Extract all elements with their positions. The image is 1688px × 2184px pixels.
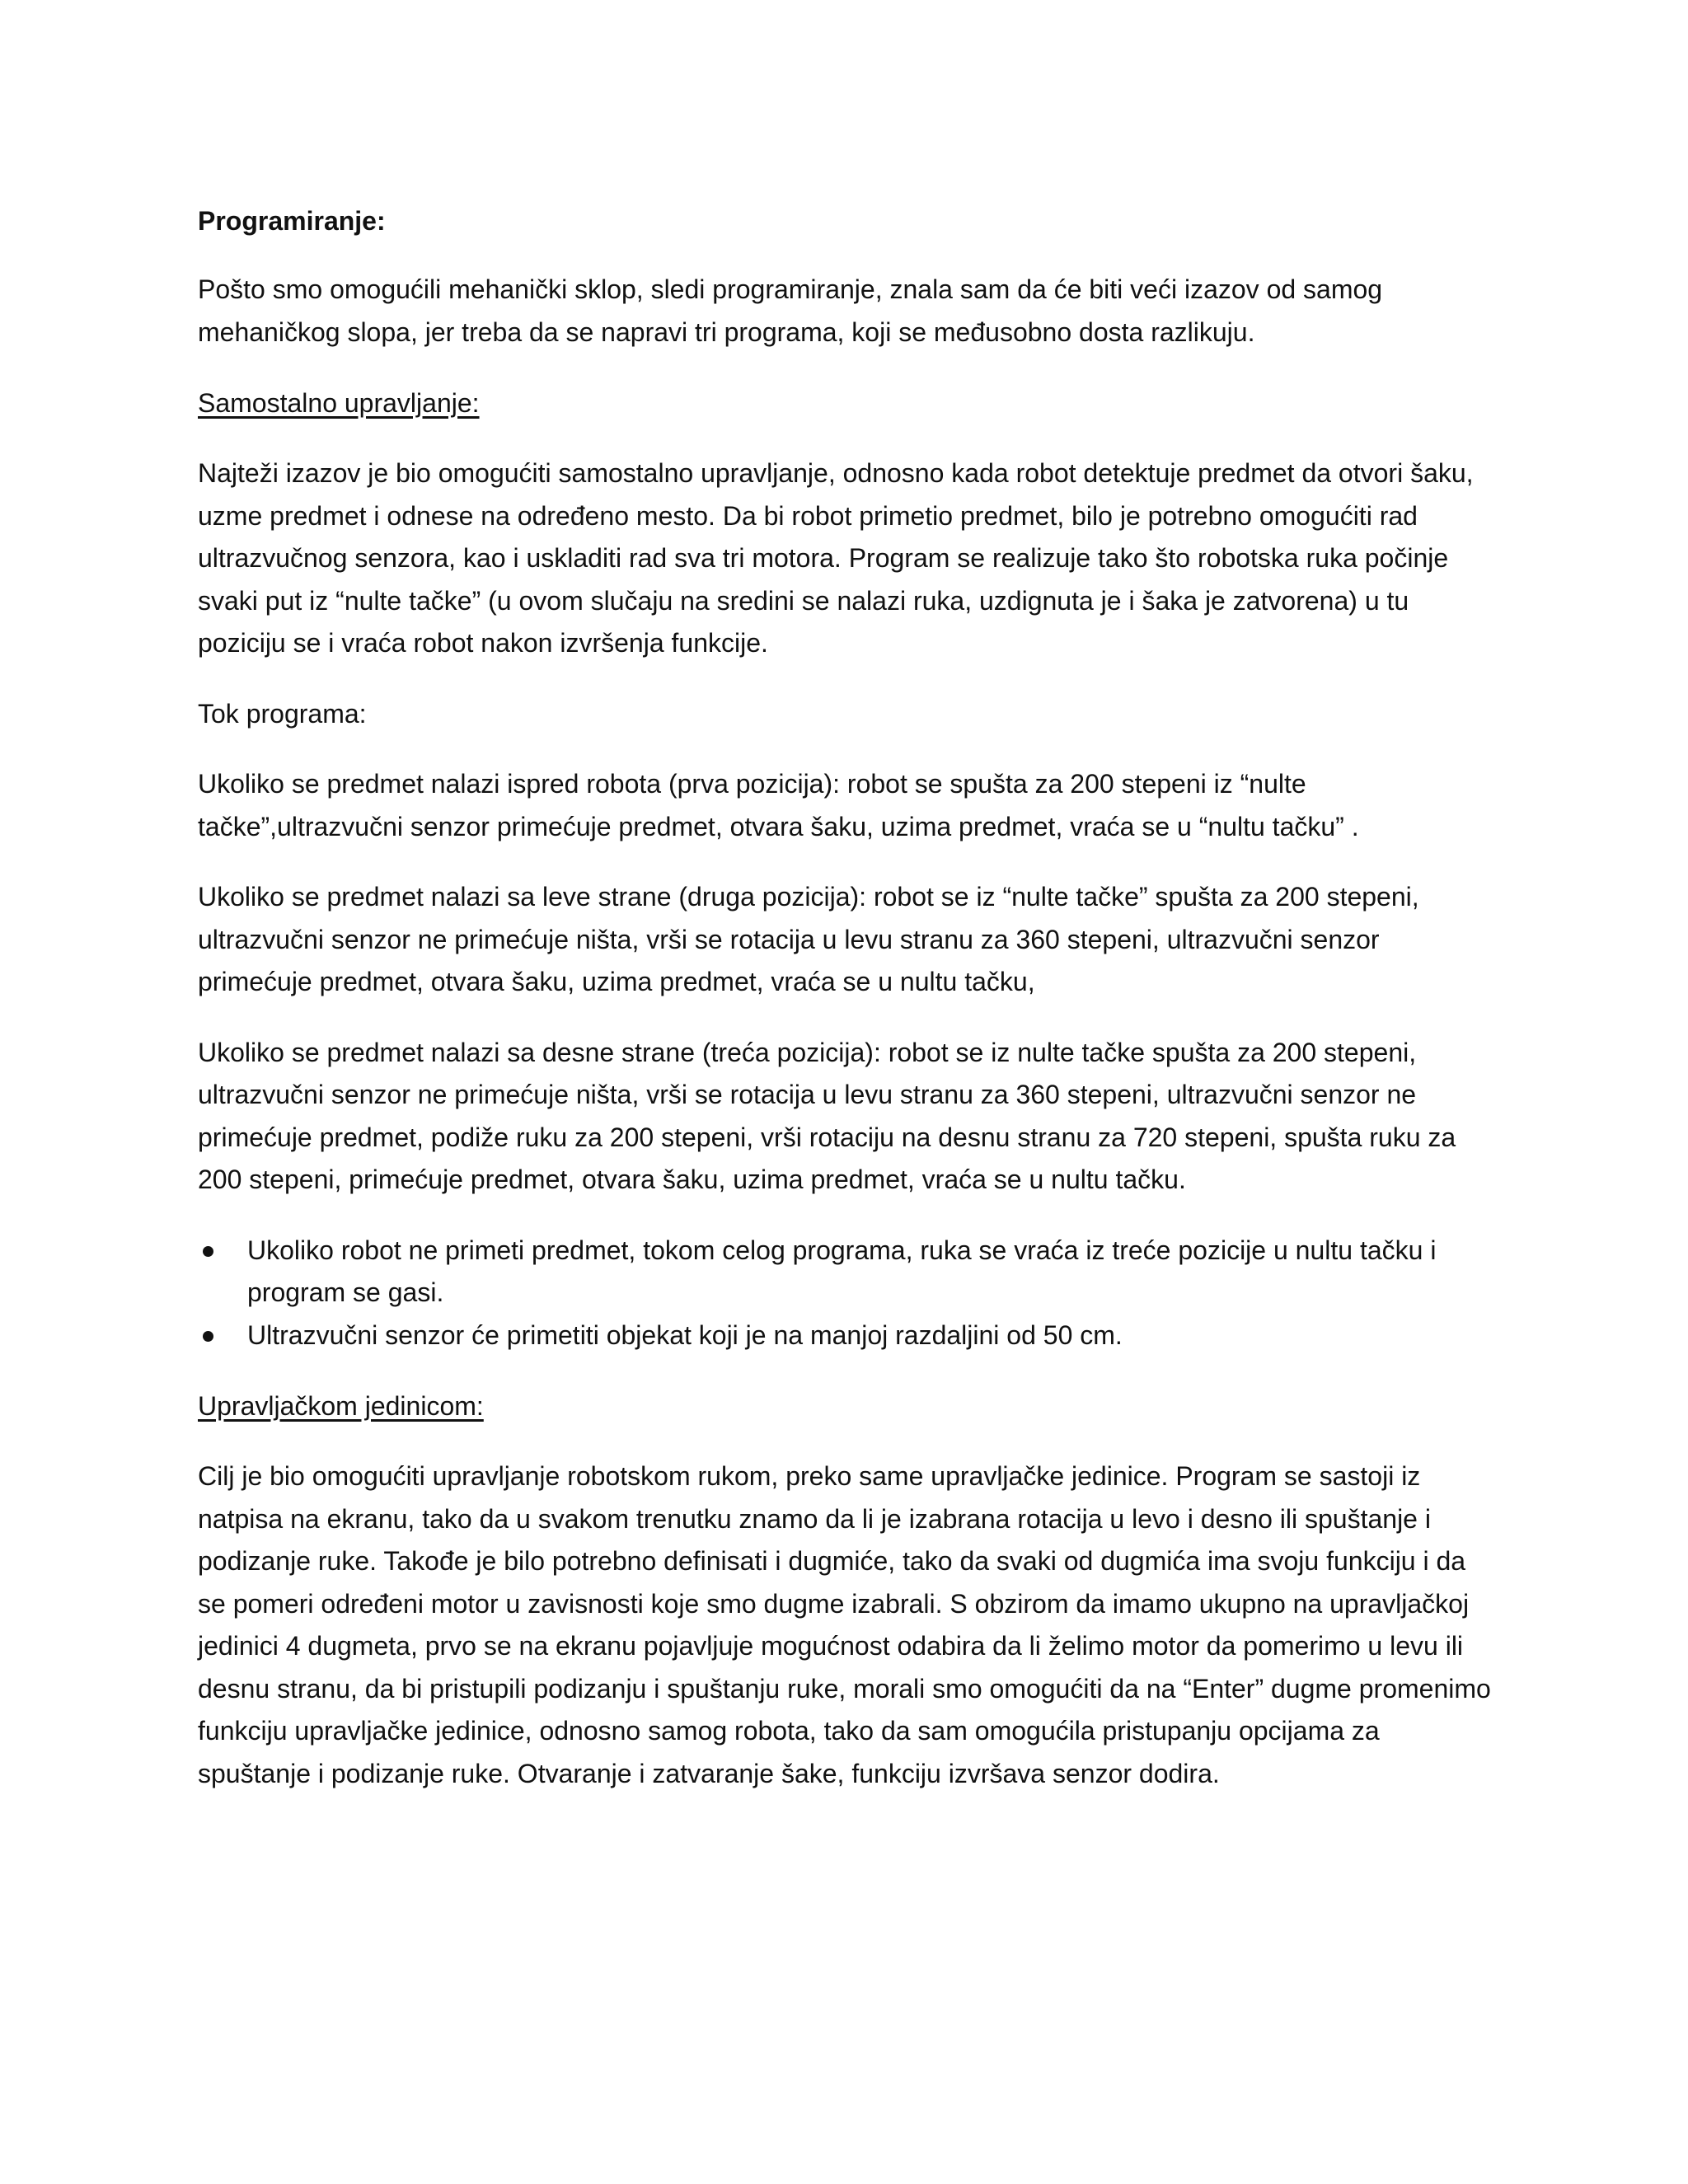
section-heading-control-unit: Upravljačkom jedinicom: [198, 1391, 484, 1421]
case-second-position: Ukoliko se predmet nalazi sa leve strane (druga pozicija): robot se iz “nulte tačke” spušta za 200 stepeni, ultrazvučni senzor ne primećuje ništa, vrši se rotacija u levu stranu za 360 stepeni, ultrazvučni senzor primećuje predmet, otvara šaku, uzima predmet, vraća se u nultu tačku, [198, 882, 1419, 996]
bullet-icon [203, 1246, 213, 1257]
section-heading-autonomous: Samostalno upravljanje: [198, 388, 480, 418]
list-item [198, 1315, 1496, 1357]
list-item [198, 1230, 1496, 1315]
list-item-text: Ukoliko robot ne primeti predmet, tokom celog programa, ruka se vraća iz treće pozicije u nultu tačku i program se gasi. [247, 1235, 1437, 1307]
case-third-position: Ukoliko se predmet nalazi sa desne strane (treća pozicija): robot se iz nulte tačke spušta za 200 stepeni, ultrazvučni senzor ne primećuje ništa, vrši se rotacija u levu stranu za 360 stepeni, ultrazvučni senzor ne primećuje predmet, podiže ruku za 200 stepeni, vrši rotaciju na desnu stranu za 720 stepeni, spušta ruku za 200 stepeni, primećuje predmet, otvara šaku, uzima predmet, vraća se u nultu tačku. [198, 1037, 1456, 1194]
page-title: Programiranje: [198, 206, 386, 236]
control-unit-paragraph: Cilj je bio omogućiti upravljanje robotskom rukom, preko same upravljačke jedinice. Program se sastoji iz natpisa na ekranu, tako da u svakom trenutku znamo da li je izabrana rotacija u levo i desno ili spuštanje i podizanje ruke. Takođe je bilo potrebno definisati i dugmiće, tako da svaki od dugmića ima svoju funkciju i da se pomeri određeni motor u zavisnosti koje smo dugme izabrali. S obzirom da imamo ukupno na upravljačkoj jedinici 4 dugmeta, prvo se na ekranu pojavljuje mogućnost odabira da li želimo motor da pomerimo u levu ili desnu stranu, da bi pristupili podizanju i spuštanju ruke, morali smo omogućiti da na “Enter” dugme promenimo funkciju upravljačke jedinice, odnosno samog robota, tako da sam omogućila pristupanju opcijama za spuštanje i podizanje ruke. Otvaranje i zatvaranje šake, funkciju izvršava senzor dodira. [198, 1461, 1491, 1788]
case-first-position: Ukoliko se predmet nalazi ispred robota (prva pozicija): robot se spušta za 200 stepeni iz “nulte tačke”,ultrazvučni senzor primećuje predmet, otvara šaku, uzima predmet, vraća se u “nultu tačku” . [198, 769, 1359, 841]
list-item-text: Ultrazvučni senzor će primetiti objekat koji je na manjoj razdaljini od 50 cm. [247, 1319, 1123, 1350]
intro-paragraph: Pošto smo omogućili mehanički sklop, sledi programiranje, znala sam da će biti veći izazov od samog mehaničkog slopa, jer treba da se napravi tri programa, koji se međusobno dosta razlikuju. [198, 274, 1383, 347]
document-page [198, 199, 1496, 1823]
program-flow-label: Tok programa: [198, 698, 367, 729]
bullet-icon [203, 1331, 213, 1342]
notes-list [198, 1230, 1496, 1357]
autonomous-paragraph: Najteži izazov je bio omogućiti samostalno upravljanje, odnosno kada robot detektuje predmet da otvori šaku, uzme predmet i odnese na određeno mesto. Da bi robot primetio predmet, bilo je potrebno omogućiti rad ultrazvučnog senzora, kao i uskladiti rad sva tri motora. Program se realizuje tako što robotska ruka počinje svaki put iz “nulte tačke” (u ovom slučaju na sredini se nalazi ruka, uzdignuta je i šaka je zatvorena) u tu poziciju se i vraća robot nakon izvršenja funkcije. [198, 458, 1474, 658]
